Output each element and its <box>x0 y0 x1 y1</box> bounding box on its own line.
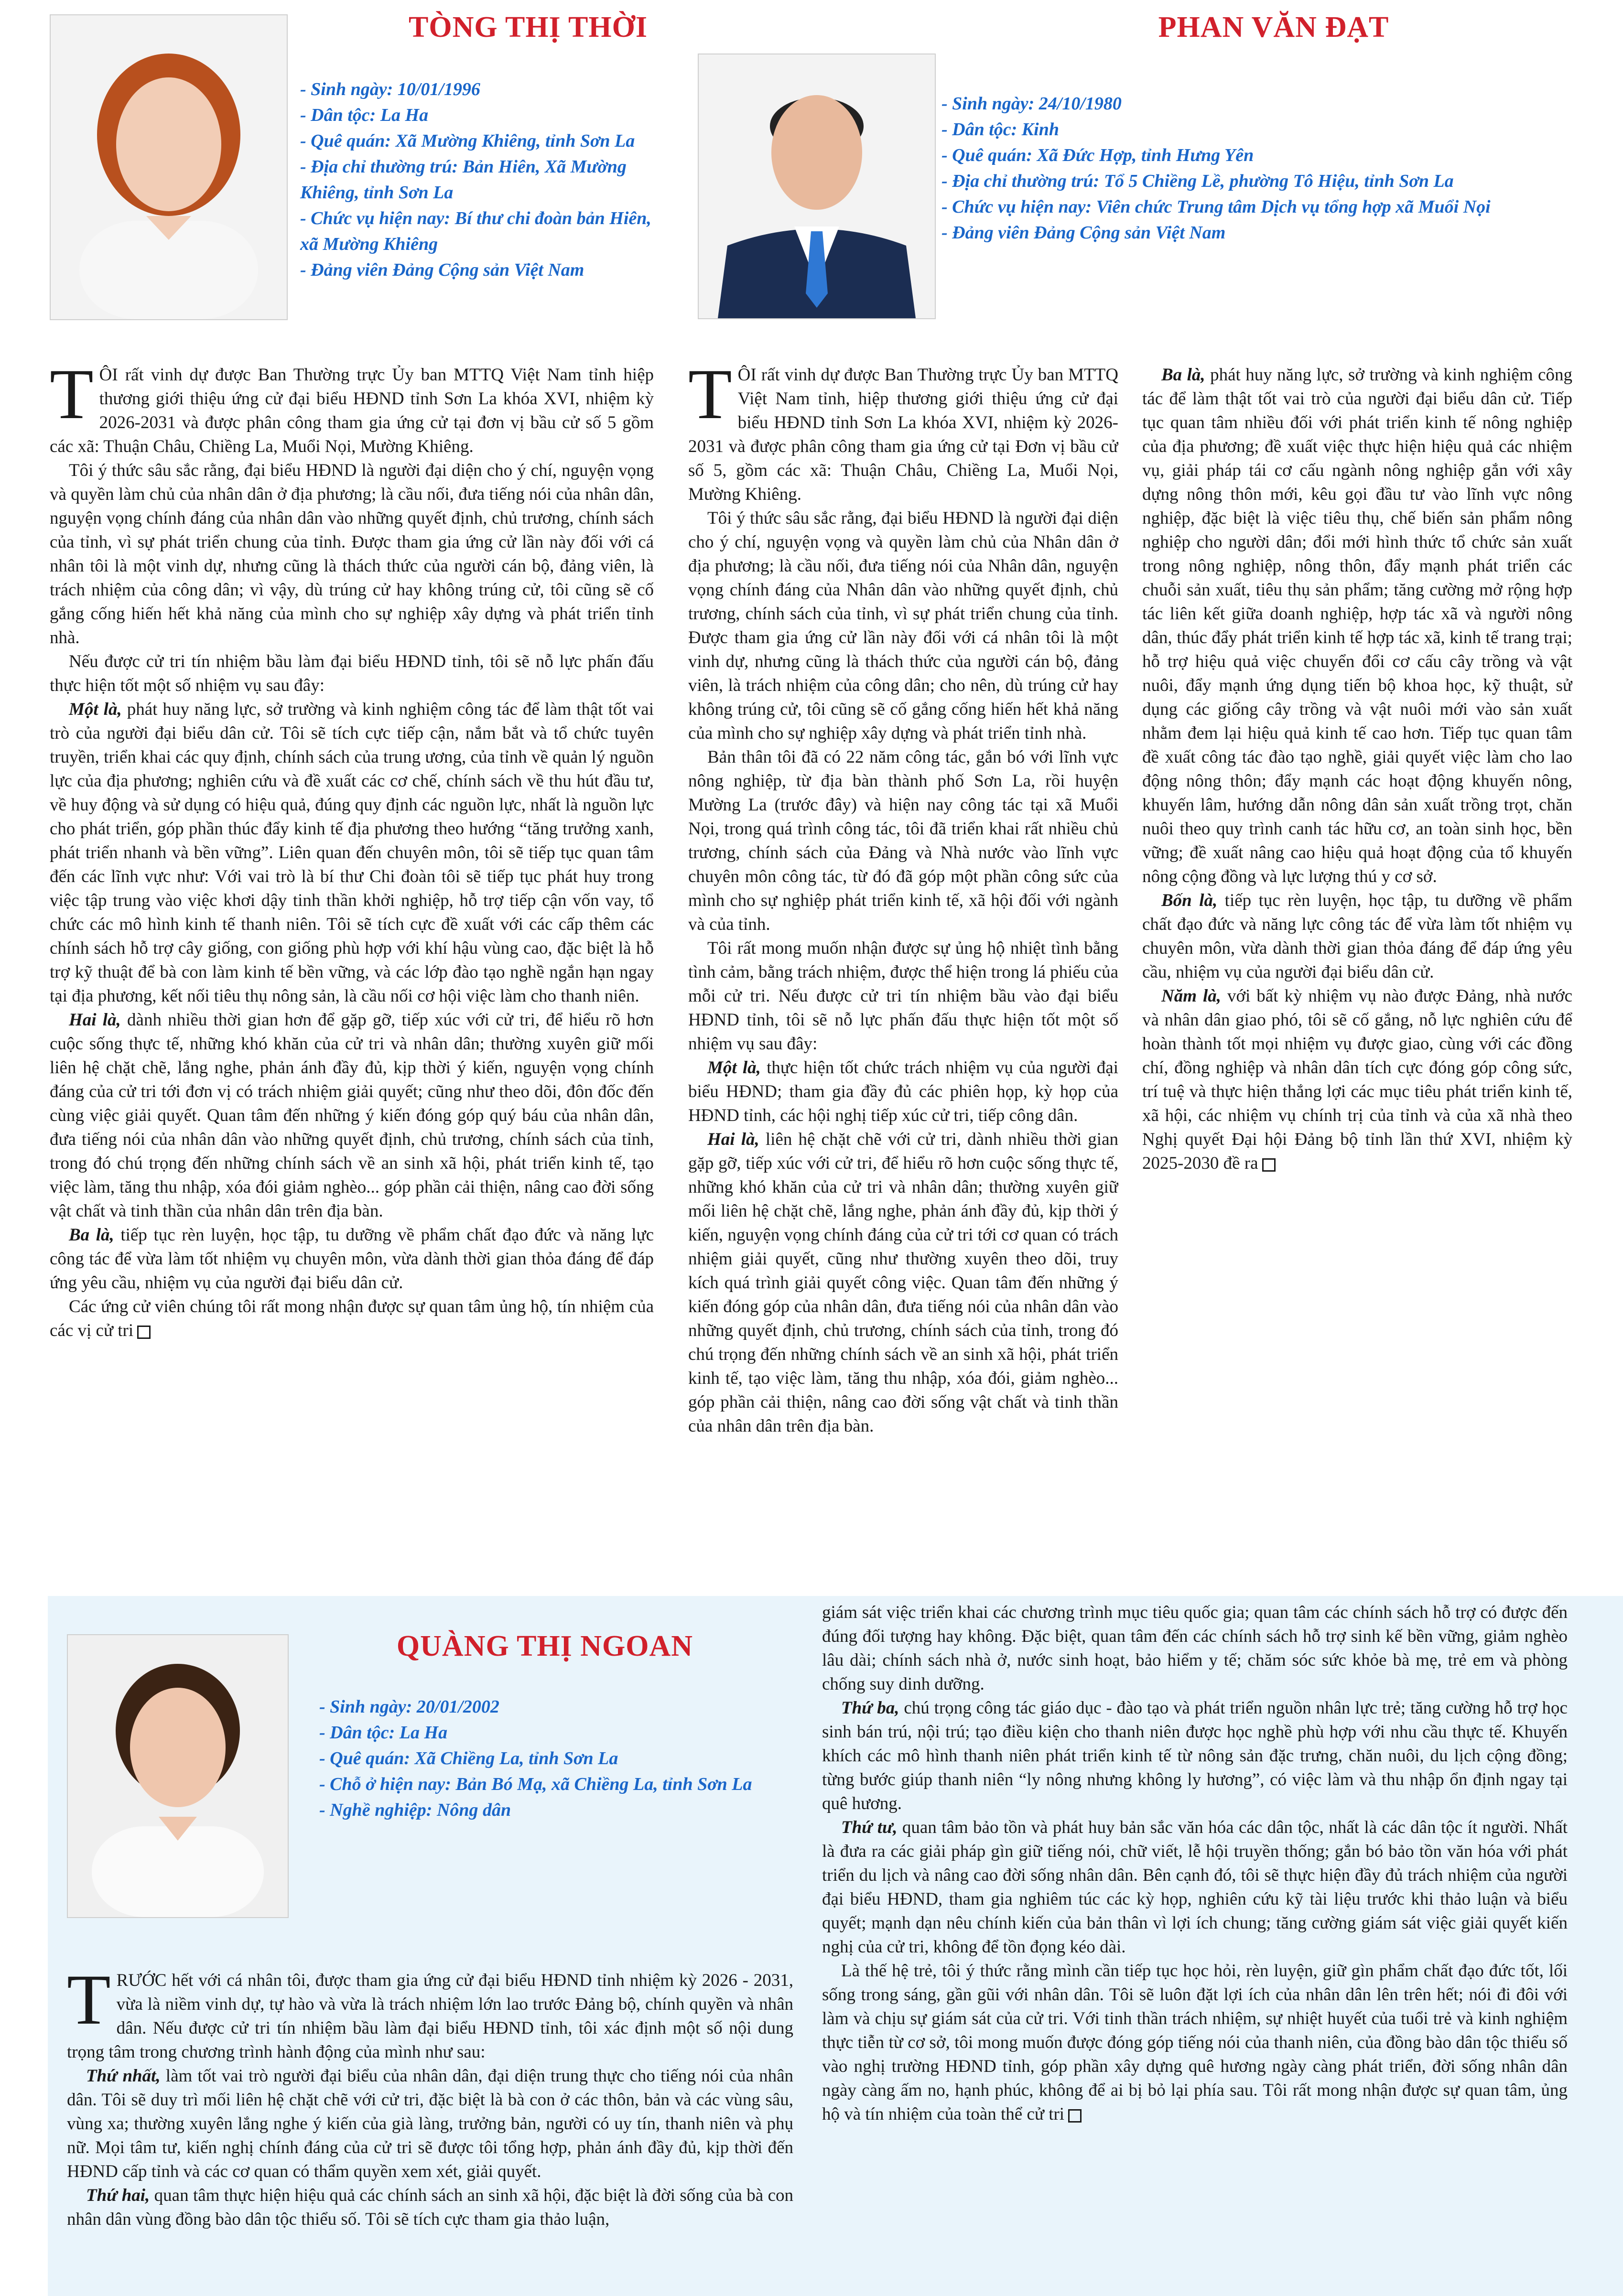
paragraph-text: giám sát việc triển khai các chương trình mục tiêu quốc gia; quan tâm các chính sách hỗ trợ có được đến đúng đối tượng hay không. Đặc biệt, quan tâm đến các chính sách hỗ trợ sinh kế bền vững, giảm nghèo lâu dài; chính sách nhà ở, nước sinh hoạt, bảo hiểm y tế; chăm sóc sức khỏe bà mẹ, trẻ em và phòng chống suy dinh dưỡng. <box>822 1603 1568 1694</box>
candidate-2-statement-col-2 <box>1142 363 1572 1586</box>
paragraph <box>688 1056 1118 1128</box>
paragraph <box>822 1601 1568 1696</box>
info-birth: - Sinh ngày: 24/10/1980 <box>941 94 1122 114</box>
paragraph <box>688 1128 1118 1438</box>
info-residence: - Chỗ ở hiện nay: Bản Bó Mạ, xã Chiềng La, tỉnh Sơn La <box>319 1774 752 1794</box>
candidate-3-statement-col-1 <box>67 1969 793 2294</box>
info-position: - Chức vụ hiện nay: Bí thư chi đoàn bản Hiên, xã Mường Khiêng <box>300 208 651 254</box>
paragraph-text: quan tâm thực hiện hiệu quả các chính sách an sinh xã hội, đặc biệt là đời sống của bà con nhân dân vùng đồng bào dân tộc thiểu số. Tôi sẽ tích cực tham gia thảo luận, <box>67 2186 793 2229</box>
paragraph-lead: Thứ nhất, <box>86 2066 161 2086</box>
info-address: - Địa chỉ thường trú: Tổ 5 Chiềng Lề, phường Tô Hiệu, tỉnh Sơn La <box>941 171 1454 191</box>
candidate-name: QUÀNG THỊ NGOAN <box>396 1630 693 1662</box>
info-party: - Đảng viên Đảng Cộng sản Việt Nam <box>300 260 584 280</box>
paragraph-lead: Ba là, <box>1161 365 1205 385</box>
paragraph <box>50 459 654 650</box>
candidate-1-statement <box>50 363 654 1586</box>
candidate-name: TÒNG THỊ THỜI <box>409 11 648 43</box>
info-birth: - Sinh ngày: 10/01/1996 <box>300 79 480 99</box>
paragraph <box>822 1696 1568 1816</box>
portrait-man-icon <box>699 54 935 318</box>
paragraph <box>822 1959 1568 2126</box>
paragraph <box>50 698 654 1008</box>
info-hometown: - Quê quán: Xã Đức Hợp, tỉnh Hưng Yên <box>941 145 1254 165</box>
drop-cap: T <box>688 363 732 434</box>
paragraph-text: liên hệ chặt chẽ với cử tri, dành nhiều thời gian gặp gỡ, tiếp xúc với cử tri, để hiểu rõ hơn cuộc sống thực tế, những khó khăn của cử tri và nhân dân; thường xuyên giữ mối liên hệ chặt chẽ, lắng nghe, phản ánh đầy đủ, kịp thời ý kiến, nguyện vọng chính đáng của cử tri tới cơ quan có trách nhiệm giải quyết, cũng như thường xuyên theo dõi, truy kích quá trình giải quyết công việc. Quan tâm đến những ý kiến đóng góp của nhân dân, đưa tiếng nói của nhân dân vào những quyết định, chủ trương, chính sách của tỉnh, trong đó chú trọng đến những chính sách về an sinh xã hội, phát triển kinh tế, tạo việc làm, tăng thu nhập, xóa đói, giảm nghèo... góp phần cải thiện, nâng cao đời sống vật chất và tinh thần của nhân dân trên địa bàn. <box>688 1130 1118 1436</box>
paragraph-text: ÔI rất vinh dự được Ban Thường trực Ủy ban MTTQ Việt Nam tỉnh, hiệp thương giới thiệu ứng cử đại biểu HĐND tỉnh Sơn La khóa XVI, nhiệm kỳ 2026-2031 và được phân công tham gia ứng cử tại Đơn vị bầu cử số 5, gồm các xã: Thuận Châu, Chiềng La, Muổi Nọi, Mường Khiêng. <box>688 365 1118 504</box>
end-mark-icon <box>1068 2109 1082 2123</box>
paragraph-lead: Ba là, <box>69 1225 114 1245</box>
paragraph-text: Là thế hệ trẻ, tôi ý thức rằng mình cần tiếp tục học hỏi, rèn luyện, giữ gìn phẩm chất đạo đức tốt, lối sống trong sáng, gần gũi với nhân dân. Tôi sẽ luôn đặt lợi ích của nhân dân lên trên hết; nói đi đôi với làm và chịu sự giám sát của cử tri. Với tinh thần trách nhiệm, sự nhiệt huyết của tuổi trẻ và kinh nghiệm thực tiễn từ cơ sở, tôi mong muốn được đóng góp tiếng nói của thanh niên, của đồng bào dân tộc thiểu số vào nghị trường HĐND tỉnh, góp phần xây dựng quê hương ngày càng phát triển, đời sống nhân dân ngày càng ấm no, hạnh phúc, không để ai bị bỏ lại phía sau. Tôi rất mong nhận được sự quan tâm, ủng hộ và tín nhiệm của toàn thể cử tri <box>822 1961 1568 2124</box>
paragraph-text: RƯỚC hết với cá nhân tôi, được tham gia ứng cử đại biểu HĐND tỉnh nhiệm kỳ 2026 - 2031, vừa là niềm vinh dự, tự hào và vừa là trách nhiệm lớn lao trước Đảng bộ, chính quyền và nhân dân. Nếu được cử tri tín nhiệm bầu làm đại biểu HĐND tỉnh, tôi xác định một số nội dung trọng tâm trong chương trình hành động của mình như sau: <box>67 1971 793 2062</box>
candidate-name: PHAN VĂN ĐẠT <box>1158 11 1389 43</box>
info-position: - Chức vụ hiện nay: Viên chức Trung tâm Dịch vụ tổng hợp xã Muổi Nọi <box>941 197 1491 217</box>
paragraph-lead: Thứ tư, <box>841 1818 898 1837</box>
paragraph-lead: Bốn là, <box>1161 891 1218 910</box>
candidate-photo-tong-thi-thoi <box>50 14 288 320</box>
portrait-woman-icon <box>51 15 287 319</box>
paragraph <box>67 2064 793 2184</box>
paragraph <box>1142 889 1572 984</box>
paragraph <box>50 1008 654 1223</box>
end-mark-icon <box>137 1326 151 1339</box>
paragraph <box>50 1295 654 1343</box>
paragraph <box>67 2184 793 2231</box>
info-hometown: - Quê quán: Xã Mường Khiêng, tỉnh Sơn La <box>300 131 635 151</box>
info-occupation: - Nghề nghiệp: Nông dân <box>319 1800 511 1820</box>
paragraph <box>50 650 654 698</box>
paragraph <box>688 745 1118 937</box>
candidate-photo-quang-thi-ngoan <box>67 1634 289 1918</box>
paragraph-lead: Hai là, <box>707 1130 759 1149</box>
paragraph-text: Tôi rất mong muốn nhận được sự ủng hộ nhiệt tình bằng tình cảm, bằng trách nhiệm, được thể hiện trong lá phiếu của mỗi cử tri. Nếu được cử tri tín nhiệm bầu vào đại biểu HĐND tỉnh, tôi sẽ nỗ lực phấn đấu thực hiện tốt một số nhiệm vụ sau đây: <box>688 938 1118 1054</box>
info-ethnicity: - Dân tộc: La Ha <box>300 105 429 125</box>
paragraph-text: ÔI rất vinh dự được Ban Thường trực Ủy ban MTTQ Việt Nam tỉnh hiệp thương giới thiệu ứng cử đại biểu HĐND tỉnh Sơn La khóa XVI, nhiệm kỳ 2026-2031 và được phân công tham gia ứng cử tại đơn vị bầu cử số 5 gồm các xã: Thuận Châu, Chiềng La, Muổi Nọi, Mường Khiêng. <box>50 365 654 456</box>
paragraph-text: quan tâm bảo tồn và phát huy bản sắc văn hóa các dân tộc, nhất là các dân tộc ít người. Nhất là đưa ra các giải pháp gìn giữ tiếng nói, chữ viết, lễ hội truyền thống; gắn bó bảo tồn văn hóa với phát triển du lịch và nâng cao đời sống nhân dân. Bên cạnh đó, tôi sẽ thực hiện đầy đủ trách nhiệm của người đại biểu HĐND, tham gia nghiêm túc các kỳ họp, nghiên cứu kỹ tài liệu trước khi thảo luận và biểu quyết; mạnh dạn nêu chính kiến của bản thân vì lợi ích chung; tăng cường giám sát việc giải quyết kiến nghị của cử tri, không để tồn đọng kéo dài. <box>822 1818 1568 1957</box>
paragraph <box>688 363 1118 507</box>
paragraph-text: làm tốt vai trò người đại biểu của nhân dân, đại diện trung thực cho tiếng nói của nhân dân. Tôi sẽ duy trì mối liên hệ chặt chẽ với cử tri, đặc biệt là bà con ở các thôn, bản và các vùng sâu, vùng xa; thường xuyên lắng nghe ý kiến của già làng, trưởng bản, người có uy tín, thanh niên và phụ nữ. Mọi tâm tư, kiến nghị chính đáng của cử tri sẽ được tôi tổng hợp, phản ánh đầy đủ, kịp thời đến HĐND cấp tỉnh và các cơ quan có thẩm quyền xem xét, giải quyết. <box>67 2066 793 2181</box>
candidate-info <box>300 76 663 283</box>
info-ethnicity: - Dân tộc: La Ha <box>319 1723 448 1743</box>
candidate-photo-phan-van-dat <box>698 54 936 319</box>
paragraph-text: với bất kỳ nhiệm vụ nào được Đảng, nhà nước và nhân dân giao phó, tôi sẽ cố gắng, nỗ lực nghiên cứu để hoàn thành tốt mọi nhiệm vụ được giao, cùng với các đồng chí, đồng nghiệp và nhân dân tích cực đóng góp công sức, trí tuệ và thực hiện thắng lợi các mục tiêu phát triển kinh tế, xã hội, các nhiệm vụ chính trị của tỉnh và của xã nhà theo Nghị quyết Đại hội Đảng bộ tỉnh lần thứ XVI, nhiệm kỳ 2025-2030 đề ra <box>1142 986 1572 1173</box>
paragraph-text: dành nhiều thời gian hơn để gặp gỡ, tiếp xúc với cử tri, để hiểu rõ hơn cuộc sống thực tế, những khó khăn của cử tri và nhân dân; thường xuyên giữ mối liên hệ chặt chẽ, lắng nghe, phản ánh đầy đủ, kịp thời ý kiến, nguyện vọng chính đáng của cử tri tới đơn vị có trách nhiệm giải quyết; cũng như theo dõi, đôn đốc đến cùng việc giải quyết. Quan tâm đến những ý kiến đóng góp quý báu của nhân dân, đưa tiếng nói của nhân dân vào những quyết định, chủ trương, chính sách của tỉnh, trong đó chú trọng đến những chính sách về an sinh xã hội, phát triển kinh tế, tạo việc làm, tăng thu nhập, xóa đói giảm nghèo... góp phần cải thiện, nâng cao đời sống vật chất và tinh thần của nhân dân trên địa bàn. <box>50 1010 654 1221</box>
candidate-2-statement-col-1 <box>688 363 1118 1586</box>
candidate-3-statement-col-2 <box>822 1601 1568 2294</box>
paragraph-lead: Hai là, <box>69 1010 121 1030</box>
paragraph <box>50 363 654 459</box>
paragraph-lead: Một là, <box>69 700 122 719</box>
paragraph-lead: Thứ ba, <box>841 1698 899 1718</box>
paragraph-lead: Năm là, <box>1161 986 1221 1006</box>
drop-cap: T <box>67 1969 111 2039</box>
paragraph-lead: Một là, <box>707 1058 761 1078</box>
paragraph <box>50 1223 654 1295</box>
paragraph <box>688 507 1118 745</box>
info-address: - Địa chỉ thường trú: Bản Hiên, Xã Mường Khiêng, tỉnh Sơn La <box>300 157 627 203</box>
paragraph-text: Tôi ý thức sâu sắc rằng, đại biểu HĐND là người đại diện cho ý chí, nguyện vọng và quyền làm chủ của Nhân dân ở địa phương; là cầu nối, đưa tiếng nói của Nhân dân, nguyện vọng chính đáng của Nhân dân vào những quyết định, chủ trương, chính sách của tỉnh, vì sự phát triển chung của tỉnh. Được tham gia ứng cử lần này đối với cá nhân tôi là một vinh dự, nhưng cũng là thách thức của người cán bộ, đảng viên, là trách nhiệm của công dân; cho nên, dù trúng cử hay không trúng cử, tôi cũng sẽ cố gắng cống hiến hết khả năng của mình cho sự nghiệp xây dựng và phát triển tỉnh nhà. <box>688 508 1118 743</box>
paragraph-text: phát huy năng lực, sở trường và kinh nghiệm công tác để làm thật tốt vai trò của người đại biểu dân cử. Tôi sẽ tích cực tiếp cận, nắm bắt và tổ chức tuyên truyền, triển khai các quy định, chính sách của trung ương, của tỉnh về quản lý nguồn lực của địa phương; nghiên cứu và đề xuất các cơ chế, chính sách về thu hút đầu tư, về huy động và sử dụng có hiệu quả, đúng quy định các nguồn lực, nhất là nguồn lực cho phát triển, góp phần thúc đẩy kinh tế địa phương theo hướng “tăng trưởng xanh, phát triển nhanh và bền vững”. Liên quan đến chuyên môn, tôi sẽ tiếp tục quan tâm đến các lĩnh vực như: Với vai trò là bí thư Chi đoàn tôi sẽ tiếp tục phát huy trong việc tập trung vào việc khơi dậy tinh thần khởi nghiệp, hỗ trợ tiếp cận vốn vay, tổ chức các mô hình kinh tế thanh niên. Tôi sẽ tích cực đề xuất với các cấp thêm các chính sách hỗ trợ cây giống, con giống phù hợp với khí hậu vùng cao, đặc biệt là hỗ trợ kỹ thuật để bà con làm kinh tế bền vững, và các lớp đào tạo nghề ngắn hạn ngay tại địa phương, kết nối tiêu thụ nông sản, là cầu nối cơ hội việc làm cho thanh niên. <box>50 700 654 1006</box>
paragraph-lead: Thứ hai, <box>86 2186 150 2205</box>
info-hometown: - Quê quán: Xã Chiềng La, tỉnh Sơn La <box>319 1748 618 1768</box>
info-birth: - Sinh ngày: 20/01/2002 <box>319 1697 499 1717</box>
paragraph-text: chú trọng công tác giáo dục - đào tạo và phát triển nguồn nhân lực trẻ; tăng cường hỗ trợ học sinh bán trú, nội trú; tạo điều kiện cho thanh niên được học nghề phù hợp với nhu cầu thực tế. Khuyến khích các mô hình thanh niên phát triển kinh tế từ nông sản đặc trưng, chăn nuôi, du lịch cộng đồng; từng bước giúp thanh niên “ly nông nhưng không ly hương”, có việc làm và thu nhập ổn định ngay tại quê hương. <box>822 1698 1568 1813</box>
paragraph-text: Các ứng cử viên chúng tôi rất mong nhận được sự quan tâm ủng hộ, tín nhiệm của các vị cử tri <box>50 1297 654 1340</box>
paragraph <box>822 1816 1568 1959</box>
paragraph-text: tiếp tục rèn luyện, học tập, tu dưỡng về phẩm chất đạo đức và năng lực công tác để vừa làm tốt nhiệm vụ chuyên môn, vừa dành thời gian thỏa đáng để đáp ứng yêu cầu, nhiệm vụ của người đại biểu dân cử. <box>50 1225 654 1293</box>
paragraph <box>688 937 1118 1056</box>
paragraph-text: Tôi ý thức sâu sắc rằng, đại biểu HĐND là người đại diện cho ý chí, nguyện vọng và quyền làm chủ của nhân dân ở địa phương; là cầu nối, đưa tiếng nói của nhân dân, nguyện vọng chính đáng của nhân dân vào những quyết định, chủ trương, chính sách của tỉnh, vì sự phát triển chung của tỉnh. Được tham gia ứng cử lần này đối với cá nhân tôi là một vinh dự, nhưng cũng là thách thức của người cán bộ, đảng viên, là trách nhiệm của công dân; vì vậy, dù trúng cử hay không trúng cử, tôi cũng sẽ cố gắng cống hiến hết khả năng của mình cho sự nghiệp xây dựng và phát triển tỉnh nhà. <box>50 461 654 647</box>
paragraph-text: Bản thân tôi đã có 22 năm công tác, gắn bó với lĩnh vực nông nghiệp, từ địa bàn thành phố Sơn La, rồi huyện Mường La (trước đây) và hiện nay công tác tại xã Muổi Nọi, trong quá trình công tác, tôi đã triển khai rất nhiều chủ trương, chính sách của Đảng và Nhà nước vào lĩnh vực chuyên môn công tác, từ đó đã góp một phần công sức của mình cho sự nghiệp phát triển kinh tế, xã hội đối với ngành và của tỉnh. <box>688 747 1118 934</box>
paragraph <box>1142 363 1572 889</box>
paragraph <box>1142 984 1572 1175</box>
info-party: - Đảng viên Đảng Cộng sản Việt Nam <box>941 223 1226 243</box>
info-ethnicity: - Dân tộc: Kinh <box>941 119 1059 140</box>
portrait-woman-icon <box>68 1635 288 1917</box>
drop-cap: T <box>50 363 94 434</box>
candidate-info <box>941 91 1611 246</box>
paragraph-text: tiếp tục rèn luyện, học tập, tu dưỡng về phẩm chất đạo đức và năng lực công tác để vừa làm tốt nhiệm vụ chuyên môn, vừa dành thời gian thỏa đáng để đáp ứng yêu cầu, nhiệm vụ của người đại biểu dân cử. <box>1142 891 1572 982</box>
paragraph-text: phát huy năng lực, sở trường và kinh nghiệm công tác để làm thật tốt vai trò của người đại biểu dân cử. Tiếp tục quan tâm nhiều đối với phát triển kinh tế nông nghiệp của địa phương; đề xuất việc thực hiện hiệu quả các nhiệm vụ, giải pháp tái cơ cấu ngành nông nghiệp gắn với xây dựng nông thôn mới, kêu gọi đầu tư vào lĩnh vực nông nghiệp, đặc biệt là việc tiêu thụ, chế biến sản phẩm nông nghiệp cho người dân; đổi mới hình thức tổ chức sản xuất trong nông nghiệp, nông thôn, đẩy mạnh phát triển các chuỗi sản xuất, tiêu thụ sản phẩm; tăng cường mở rộng hợp tác liên kết giữa doanh nghiệp, hợp tác xã và người nông dân, thúc đẩy phát triển kinh tế hợp tác xã, kinh tế trang trại; hỗ trợ hiệu quả việc chuyển đổi cơ cấu cây trồng và vật nuôi, đẩy mạnh ứng dụng tiến bộ khoa học, kỹ thuật, sử dụng các giống cây trồng và vật nuôi mới vào sản xuất nhằm đem lại hiệu quả kinh tế cao hơn. Tiếp tục quan tâm đề xuất công tác đào tạo nghề, giải quyết việc làm cho lao động nông thôn; đẩy mạnh các hoạt động khuyến nông, khuyến lâm, hướng dẫn nông dân sản xuất trồng trọt, chăn nuôi theo quy trình canh tác hữu cơ, an toàn sinh học, bền vững; đề xuất nâng cao hiệu quả hoạt động của tổ khuyến nông cộng đồng và lực lượng thú y cơ sở. <box>1142 365 1572 886</box>
end-mark-icon <box>1262 1158 1276 1172</box>
candidate-info <box>319 1694 797 1823</box>
paragraph-text: Nếu được cử tri tín nhiệm bầu làm đại biểu HĐND tỉnh, tôi sẽ nỗ lực phấn đấu thực hiện tốt một số nhiệm vụ sau đây: <box>50 652 654 695</box>
paragraph <box>67 1969 793 2064</box>
paragraph-text: thực hiện tốt chức trách nhiệm vụ của người đại biểu HĐND; tham gia đầy đủ các phiên họp, kỳ họp của HĐND tỉnh, các hội nghị tiếp xúc cử tri, tiếp công dân. <box>688 1058 1118 1125</box>
